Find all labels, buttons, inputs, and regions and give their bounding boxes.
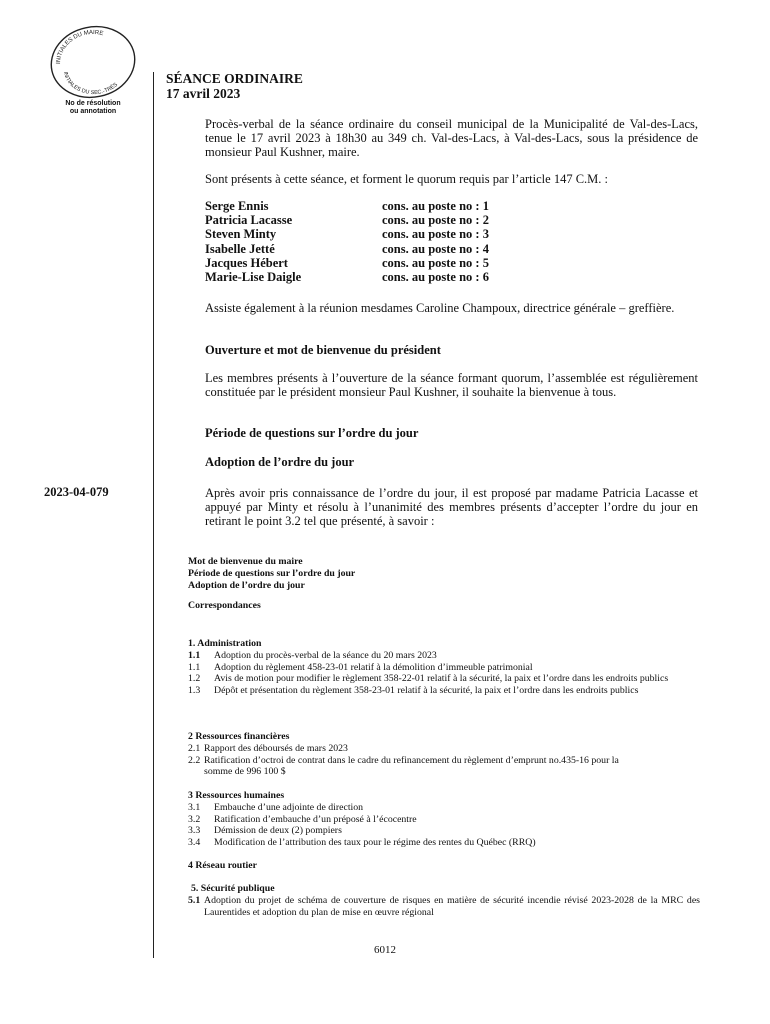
member-row <box>205 256 489 270</box>
agenda-item: Période de questions sur l’ordre du jour <box>188 567 356 579</box>
item-text: Ratification d’embauche d’un préposé à l’écocentre <box>214 813 417 825</box>
agenda-intro <box>188 556 700 612</box>
item-number: 3.2 <box>188 813 201 825</box>
item-number: 3.3 <box>188 825 201 837</box>
member-seat: cons. au poste no : 3 <box>382 227 489 242</box>
page-number: 6012 <box>374 944 396 956</box>
item-number: 3.1 <box>188 801 201 813</box>
margin-divider <box>153 72 154 958</box>
member-name: Isabelle Jetté <box>205 241 275 256</box>
agenda-item <box>188 743 700 755</box>
member-seat: cons. au poste no : 2 <box>382 213 489 228</box>
item-number: 3.4 <box>188 837 201 849</box>
assists-paragraph: Assiste également à la réunion mesdames Caroline Champoux, directrice générale – greffière. <box>205 301 675 315</box>
item-number: 1.1 <box>188 661 201 673</box>
agenda-item <box>188 814 700 826</box>
agenda-item <box>188 825 700 837</box>
section-title: 5. Sécurité publique <box>191 883 275 894</box>
item-number: 2.2 <box>188 754 201 766</box>
item-number: 5.1 <box>188 894 201 906</box>
member-name: Serge Ennis <box>205 199 269 213</box>
agenda-item <box>188 650 700 662</box>
seal-bottom-text: INITIALES DU SEC.-TRÉS <box>62 71 120 97</box>
heading-adoption: Adoption de l’ordre du jour <box>205 455 355 469</box>
margin-label-line1: No de résolution <box>65 100 121 107</box>
item-text: Modification de l’attribution des taux pour le régime des rentes du Québec (RRQ) <box>214 837 536 849</box>
agenda-item <box>188 673 700 685</box>
opening-paragraph: Les membres présents à l’ouverture de la séance formant quorum, l’assemblée est régulièrement constituée par le président monsieur Paul Kushner, il souhaite la bienvenue à tous. <box>205 371 698 399</box>
agenda-item <box>188 685 700 697</box>
heading-questions: Période de questions sur l’ordre du jour <box>205 426 419 440</box>
item-number: 1.2 <box>188 673 201 685</box>
members-list <box>205 199 489 284</box>
item-number: 1.1 <box>188 649 201 661</box>
intro-paragraph: Procès-verbal de la séance ordinaire du conseil municipal de la Municipalité de Val-des-Lacs, tenue le 17 avril 2023 à 18h30 au 349 ch. Val-des-Lacs, à Val-des-Lacs, sous la présidence de monsieur Paul Kushner, maire. <box>205 117 698 159</box>
member-name: Steven Minty <box>205 227 277 242</box>
agenda-item <box>188 895 700 919</box>
member-row <box>205 199 489 213</box>
member-name: Marie-Lise Daigle <box>205 270 302 285</box>
item-number: 1.3 <box>188 685 201 697</box>
section-title: 3 Ressources humaines <box>188 790 285 801</box>
agenda-section-2 <box>188 731 700 778</box>
margin-label <box>38 100 148 116</box>
agenda-correspondances: Correspondances <box>188 600 261 612</box>
agenda-section-3 <box>188 790 700 849</box>
agenda-section-1 <box>188 638 700 697</box>
section-title: 4 Réseau routier <box>188 860 257 871</box>
adoption-paragraph: Après avoir pris connaissance de l’ordre du jour, il est proposé par madame Patricia Lacasse et appuyé par Minty et résolu à l’unanimité des membres présents d’accepter l’ordre du jour en retirant le point 3.2 tel que présenté, à savoir : <box>205 486 698 528</box>
item-text: Adoption du procès-verbal de la séance du 20 mars 2023 <box>214 649 437 661</box>
member-seat: cons. au poste no : 6 <box>382 270 489 285</box>
agenda-item <box>188 802 700 814</box>
item-text: Ratification d’octroi de contrat dans le cadre du refinancement du règlement d’emprunt no.435-16 pour la somme de 996 100 $ <box>204 754 619 778</box>
member-row <box>205 213 489 227</box>
item-text: Avis de motion pour modifier le règlement 358-22-01 relatif à la sécurité, la paix et l’ordre dans les endroits publics <box>214 673 669 685</box>
item-text: Adoption du projet de schéma de couverture de risques en matière de sécurité incendie révisé 2023-2028 de la MRC des Laurentides et adoption du plan de mise en œuvre régional <box>204 894 700 918</box>
quorum-paragraph: Sont présents à cette séance, et forment le quorum requis par l’article 147 C.M. : <box>205 172 608 186</box>
member-row <box>205 227 489 241</box>
section-title: 1. Administration <box>188 638 262 649</box>
member-row <box>205 270 489 284</box>
item-text: Dépôt et présentation du règlement 358-23-01 relatif à la sécurité, la paix et l’ordre dans les endroits publics <box>214 685 639 697</box>
heading-opening: Ouverture et mot de bienvenue du président <box>205 343 441 357</box>
agenda-item <box>188 662 700 674</box>
svg-text:INITIALES DU MAIRE <box>56 30 104 64</box>
agenda-item: Mot de bienvenue du maire <box>188 556 303 567</box>
member-name: Jacques Hébert <box>205 255 288 270</box>
item-number: 2.1 <box>188 742 201 754</box>
member-seat: cons. au poste no : 1 <box>382 199 489 213</box>
item-text: Démission de deux (2) pompiers <box>214 825 342 837</box>
member-name: Patricia Lacasse <box>205 213 293 228</box>
agenda-item <box>188 837 700 849</box>
agenda-item <box>188 755 700 779</box>
margin-label-line2: ou annotation <box>69 108 117 115</box>
agenda-section-5 <box>188 883 700 918</box>
item-text: Adoption du règlement 458-23-01 relatif à la démolition d’immeuble patrimonial <box>214 661 533 673</box>
agenda-section-4 <box>188 860 700 872</box>
session-title: SÉANCE ORDINAIRE <box>166 71 303 86</box>
session-date: 17 avril 2023 <box>166 86 241 101</box>
member-seat: cons. au poste no : 5 <box>382 255 489 270</box>
seal-top-text: INITIALES DU MAIRE <box>55 29 104 65</box>
agenda-item: Adoption de l’ordre du jour <box>188 579 305 591</box>
section-title: 2 Ressources financières <box>188 731 290 742</box>
member-row <box>205 242 489 256</box>
item-text: Embauche d’une adjointe de direction <box>214 801 364 813</box>
item-text: Rapport des déboursés de mars 2023 <box>204 742 348 754</box>
initials-seal <box>46 22 138 100</box>
resolution-number: 2023-04-079 <box>44 485 109 499</box>
session-header <box>166 71 303 101</box>
member-seat: cons. au poste no : 4 <box>382 241 489 256</box>
